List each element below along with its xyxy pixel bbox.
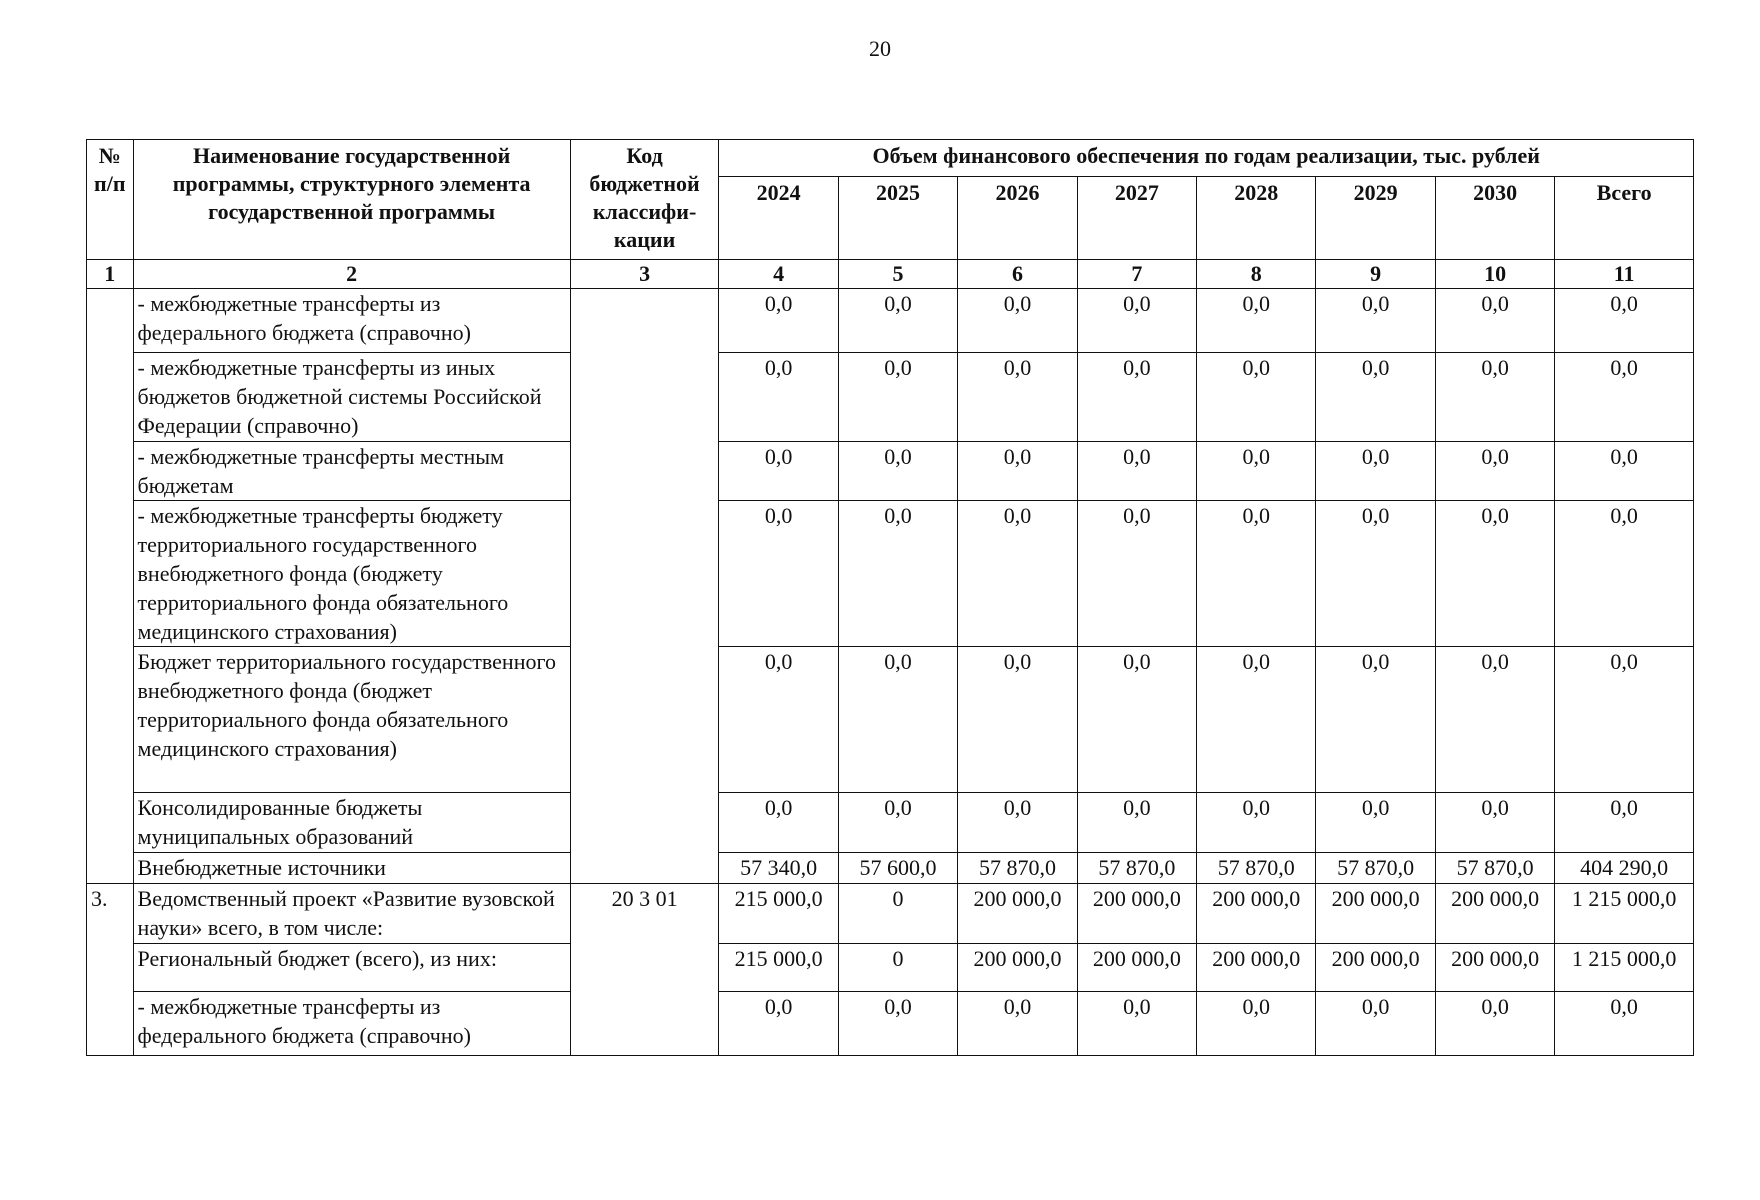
value-cell: 215 000,0 — [719, 944, 838, 992]
value-cell: 200 000,0 — [1435, 944, 1554, 992]
column-numbers-row — [87, 260, 1694, 289]
value-cell: 0,0 — [1197, 501, 1316, 647]
value-cell: 57 340,0 — [719, 853, 838, 884]
table-row — [87, 501, 1694, 647]
value-cell: 0,0 — [1197, 647, 1316, 793]
value-cell: 0,0 — [1316, 647, 1435, 793]
value-cell: 0,0 — [1435, 501, 1554, 647]
value-cell: 0,0 — [1197, 793, 1316, 853]
value-cell: 0,0 — [1316, 992, 1435, 1056]
table-row — [87, 793, 1694, 853]
column-number: 10 — [1435, 260, 1554, 289]
header-year: 2024 — [719, 177, 838, 260]
row-code-cell — [570, 289, 719, 884]
header-year: 2026 — [958, 177, 1077, 260]
header-volume: Объем финансового обеспечения по годам реализации, тыс. рублей — [719, 140, 1694, 177]
value-cell: 0,0 — [1555, 353, 1694, 442]
value-cell: 0,0 — [838, 289, 957, 353]
value-cell: 0,0 — [719, 793, 838, 853]
value-cell: 0,0 — [1077, 289, 1196, 353]
value-cell: 200 000,0 — [958, 944, 1077, 992]
column-number: 4 — [719, 260, 838, 289]
value-cell: 200 000,0 — [1197, 884, 1316, 944]
row-name: - межбюджетные трансферты из иных бюджетов бюджетной системы Российской Федерации (справочно) — [133, 353, 570, 442]
value-cell: 0,0 — [1077, 501, 1196, 647]
column-number: 11 — [1555, 260, 1694, 289]
value-cell: 200 000,0 — [1077, 884, 1196, 944]
table-row — [87, 884, 1694, 944]
value-cell: 200 000,0 — [1316, 884, 1435, 944]
row-name: Консолидированные бюджеты муниципальных образований — [133, 793, 570, 853]
row-name: - межбюджетные трансферты из федерального бюджета (справочно) — [133, 289, 570, 353]
value-cell: 57 870,0 — [1077, 853, 1196, 884]
value-cell: 0,0 — [1435, 647, 1554, 793]
value-cell: 200 000,0 — [1077, 944, 1196, 992]
value-cell: 0,0 — [958, 289, 1077, 353]
value-cell: 0,0 — [1077, 442, 1196, 501]
header-no: № п/п — [87, 140, 134, 260]
value-cell: 0,0 — [838, 501, 957, 647]
value-cell: 200 000,0 — [958, 884, 1077, 944]
value-cell: 215 000,0 — [719, 884, 838, 944]
row-name: Ведомственный проект «Развитие вузовской науки» всего, в том числе: — [133, 884, 570, 944]
value-cell: 0,0 — [1077, 353, 1196, 442]
value-cell: 0,0 — [1197, 442, 1316, 501]
value-cell: 0,0 — [1555, 442, 1694, 501]
row-name: Региональный бюджет (всего), из них: — [133, 944, 570, 992]
column-number: 1 — [87, 260, 134, 289]
table-row — [87, 647, 1694, 793]
value-cell: 0,0 — [1077, 992, 1196, 1056]
value-cell: 57 600,0 — [838, 853, 957, 884]
value-cell: 0,0 — [958, 647, 1077, 793]
column-number: 9 — [1316, 260, 1435, 289]
value-cell: 0,0 — [1197, 992, 1316, 1056]
header-code: Код бюджетной классифи-кации — [570, 140, 719, 260]
financing-table — [86, 139, 1694, 1056]
table-row — [87, 853, 1694, 884]
column-number: 6 — [958, 260, 1077, 289]
value-cell: 0,0 — [1555, 647, 1694, 793]
value-cell: 0,0 — [1197, 289, 1316, 353]
value-cell: 0,0 — [1555, 992, 1694, 1056]
value-cell: 57 870,0 — [1197, 853, 1316, 884]
page-number: 20 — [869, 36, 891, 61]
value-cell: 0,0 — [1435, 793, 1554, 853]
column-number: 3 — [570, 260, 719, 289]
value-cell: 57 870,0 — [958, 853, 1077, 884]
value-cell: 0,0 — [1316, 289, 1435, 353]
value-cell: 0,0 — [719, 992, 838, 1056]
column-number: 2 — [133, 260, 570, 289]
value-cell: 0,0 — [1555, 289, 1694, 353]
value-cell: 0,0 — [719, 442, 838, 501]
value-cell: 0,0 — [958, 353, 1077, 442]
row-name: Бюджет территориального государственного внебюджетного фонда (бюджет территориального фонда обязательного медицинского страхования) — [133, 647, 570, 793]
value-cell: 0,0 — [1555, 501, 1694, 647]
value-cell: 0 — [838, 944, 957, 992]
table-row — [87, 442, 1694, 501]
row-index: 3. — [87, 884, 134, 1056]
header-total: Всего — [1555, 177, 1694, 260]
row-name: Внебюджетные источники — [133, 853, 570, 884]
table-row — [87, 992, 1694, 1056]
value-cell: 0,0 — [1077, 793, 1196, 853]
value-cell: 0,0 — [958, 793, 1077, 853]
value-cell: 0,0 — [838, 442, 957, 501]
value-cell: 1 215 000,0 — [1555, 884, 1694, 944]
column-number: 5 — [838, 260, 957, 289]
value-cell: 0,0 — [1316, 501, 1435, 647]
value-cell: 0,0 — [1316, 353, 1435, 442]
value-cell: 200 000,0 — [1197, 944, 1316, 992]
value-cell: 0,0 — [838, 793, 957, 853]
header-name: Наименование государственной программы, структурного элемента государственной программы — [133, 140, 570, 260]
header-year: 2030 — [1435, 177, 1554, 260]
value-cell: 0,0 — [958, 992, 1077, 1056]
value-cell: 0,0 — [1435, 992, 1554, 1056]
value-cell: 0,0 — [1435, 442, 1554, 501]
value-cell: 0 — [838, 884, 957, 944]
value-cell: 0,0 — [719, 353, 838, 442]
row-name: - межбюджетные трансферты из федерального бюджета (справочно) — [133, 992, 570, 1056]
value-cell: 200 000,0 — [1316, 944, 1435, 992]
value-cell: 0,0 — [1316, 442, 1435, 501]
value-cell: 200 000,0 — [1435, 884, 1554, 944]
value-cell: 0,0 — [719, 647, 838, 793]
header-year: 2028 — [1197, 177, 1316, 260]
value-cell: 57 870,0 — [1316, 853, 1435, 884]
value-cell: 0,0 — [719, 501, 838, 647]
value-cell: 1 215 000,0 — [1555, 944, 1694, 992]
table-row — [87, 944, 1694, 992]
value-cell: 0,0 — [1197, 353, 1316, 442]
value-cell: 0,0 — [838, 647, 957, 793]
header-year: 2029 — [1316, 177, 1435, 260]
value-cell: 0,0 — [838, 353, 957, 442]
value-cell: 404 290,0 — [1555, 853, 1694, 884]
header-year: 2025 — [838, 177, 957, 260]
table-row — [87, 289, 1694, 353]
value-cell: 0,0 — [1435, 353, 1554, 442]
value-cell: 0,0 — [1555, 793, 1694, 853]
table-row — [87, 353, 1694, 442]
row-name: - межбюджетные трансферты бюджету территориального государственного внебюджетного фонда (бюджету территориального фонда обязательного медицинского страхования) — [133, 501, 570, 647]
row-name: - межбюджетные трансферты местным бюджетам — [133, 442, 570, 501]
value-cell: 0,0 — [1435, 289, 1554, 353]
value-cell: 0,0 — [1077, 647, 1196, 793]
value-cell: 0,0 — [838, 992, 957, 1056]
column-number: 7 — [1077, 260, 1196, 289]
value-cell: 57 870,0 — [1435, 853, 1554, 884]
header-year: 2027 — [1077, 177, 1196, 260]
value-cell: 0,0 — [719, 289, 838, 353]
value-cell: 0,0 — [958, 442, 1077, 501]
row-index-cell — [87, 289, 134, 884]
value-cell: 0,0 — [1316, 793, 1435, 853]
value-cell: 0,0 — [958, 501, 1077, 647]
column-number: 8 — [1197, 260, 1316, 289]
row-code: 20 3 01 — [570, 884, 719, 1056]
